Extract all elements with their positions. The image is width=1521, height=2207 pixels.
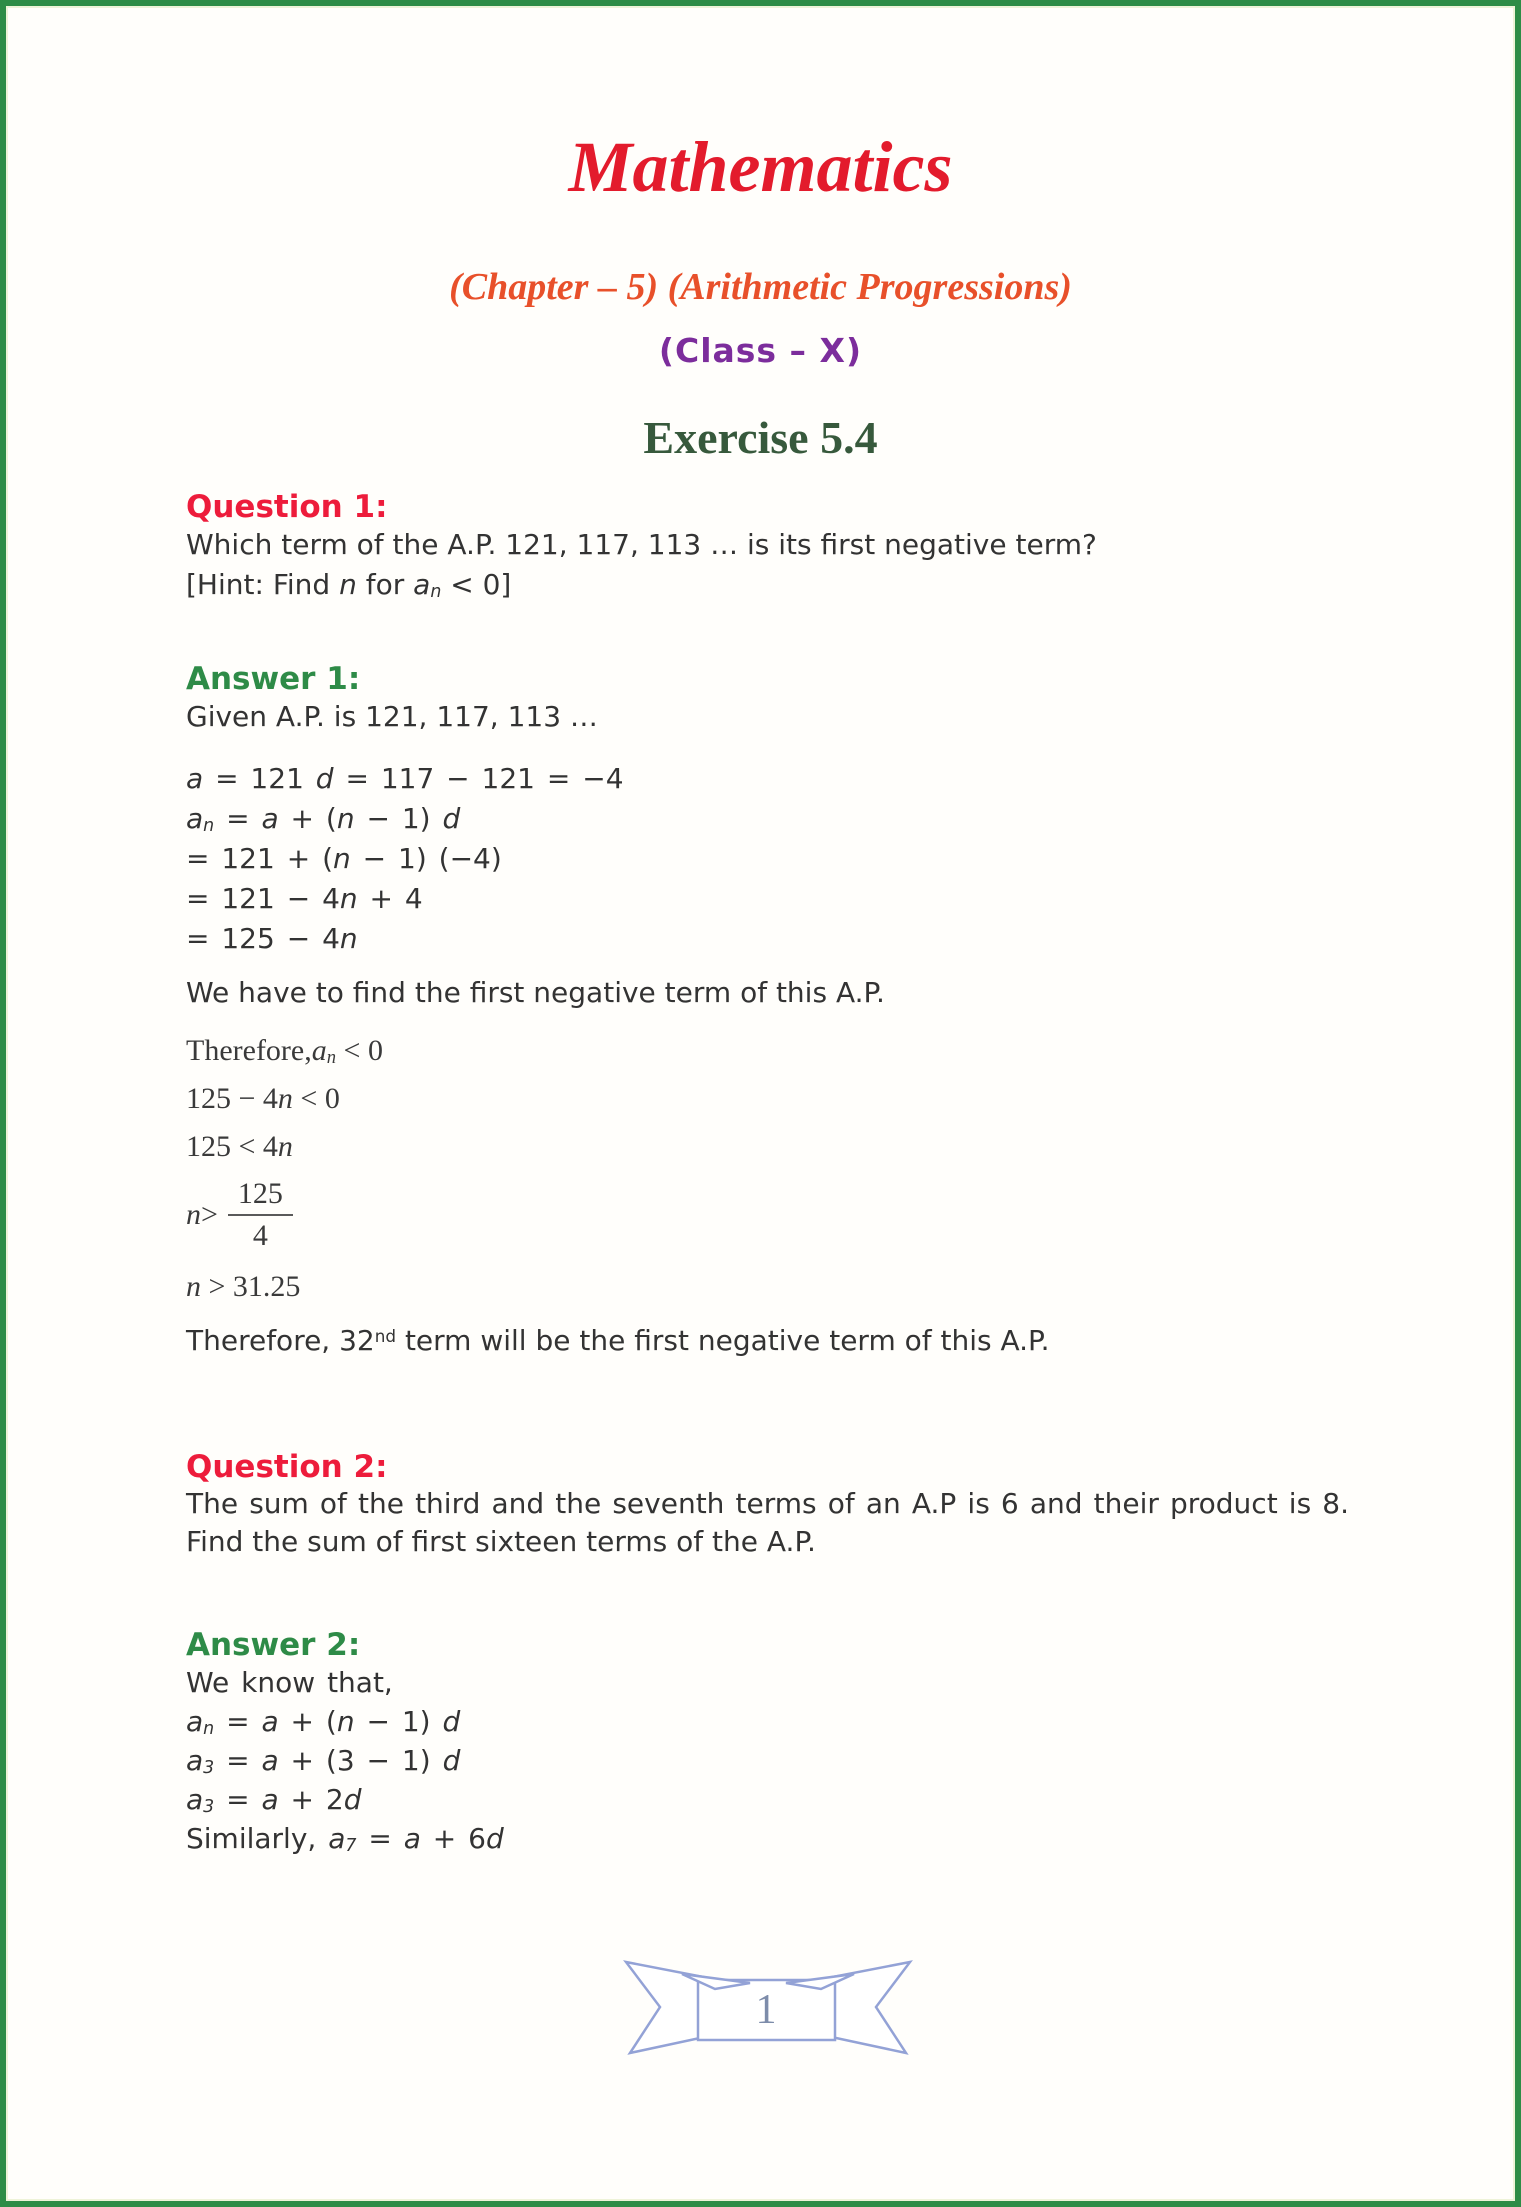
question-1-heading: Question 1:: [186, 489, 388, 525]
fraction-numerator: 125: [228, 1177, 293, 1216]
hint-text: < 0]: [441, 568, 512, 601]
math-line: = 125 − 4n: [186, 922, 358, 955]
answer-2-intro: We know that,: [186, 1666, 393, 1699]
answer-2-derivation: [186, 1663, 1349, 1858]
answer-2-heading: Answer 2:: [186, 1627, 361, 1663]
hint-text: [Hint: Find: [186, 568, 340, 601]
answer-1-given: Given A.P. is 121, 117, 113 …: [186, 700, 598, 733]
hint-subscript: n: [430, 582, 442, 603]
question-2-heading: Question 2:: [186, 1449, 388, 1485]
math-line: = 121 − 4n + 4: [186, 882, 423, 915]
document-title: Mathematics: [568, 127, 953, 207]
page-border-inner: [6, 6, 1515, 2201]
exercise-heading: Exercise 5.4: [643, 412, 878, 463]
question-2-text: The sum of the third and the seventh terms of an A.P is 6 and their product is 8. Find the sum of first sixteen terms of the A.P.: [186, 1487, 1349, 1558]
hint-text: for: [356, 568, 414, 601]
document-header: [8, 128, 1513, 463]
math-line: $a_n = a + (n - 1)$ d: [186, 802, 461, 837]
math-line: = 121 + (n − 1) (−4): [186, 842, 502, 875]
answer-1-heading: Answer 1:: [186, 661, 361, 697]
fraction: [228, 1177, 293, 1253]
hint-var-a: a: [413, 568, 431, 601]
fraction-denominator: 4: [252, 1219, 268, 1252]
math-line: a = 121 d = 117 − 121 = −4: [186, 762, 624, 795]
math-line: 125 < 4n: [186, 1130, 293, 1163]
inequality-fraction: [186, 1177, 1349, 1253]
chapter-subtitle: (Chapter – 5) (Arithmetic Progressions): [449, 266, 1072, 308]
answer-1-derivation: [186, 759, 1349, 959]
math-line: $a_3 = a + 2d$: [186, 1783, 362, 1818]
class-heading: (Class – X): [658, 331, 863, 370]
answer-1-conclusion: Therefore, 32nd term will be the first negative term of this A.P.: [186, 1324, 1050, 1357]
answer-1-find-text: We have to find the first negative term of this A.P.: [186, 976, 885, 1009]
fraction-var: n: [186, 1198, 201, 1231]
page-number-ribbon: [618, 1955, 918, 2065]
answer-1-inequalities: [186, 1027, 1349, 1171]
hint-var-n: n: [339, 568, 357, 601]
question-1-text: Which term of the A.P. 121, 117, 113 … is its first negative term?: [186, 528, 1097, 561]
question-1-hint: [186, 565, 1349, 605]
answer-1-result: [186, 1263, 1349, 1311]
math-line: $a_n = a + (n - 1)$ d: [186, 1705, 461, 1740]
math-line: Similarly, $a_7 = a + 6d$: [186, 1822, 504, 1857]
page-number: 1: [755, 1987, 776, 2033]
math-line: $a_3 = a + (3 - 1)$ d: [186, 1744, 461, 1779]
content-area: [8, 489, 1513, 2065]
math-line: n > 31.25: [186, 1270, 301, 1303]
ordinal-superscript: nd: [374, 1326, 397, 1347]
math-line: $Therefore,a_n < 0$: [186, 1034, 383, 1069]
fraction-operator: >: [201, 1198, 218, 1231]
math-line: 125 − 4n < 0: [186, 1082, 340, 1115]
